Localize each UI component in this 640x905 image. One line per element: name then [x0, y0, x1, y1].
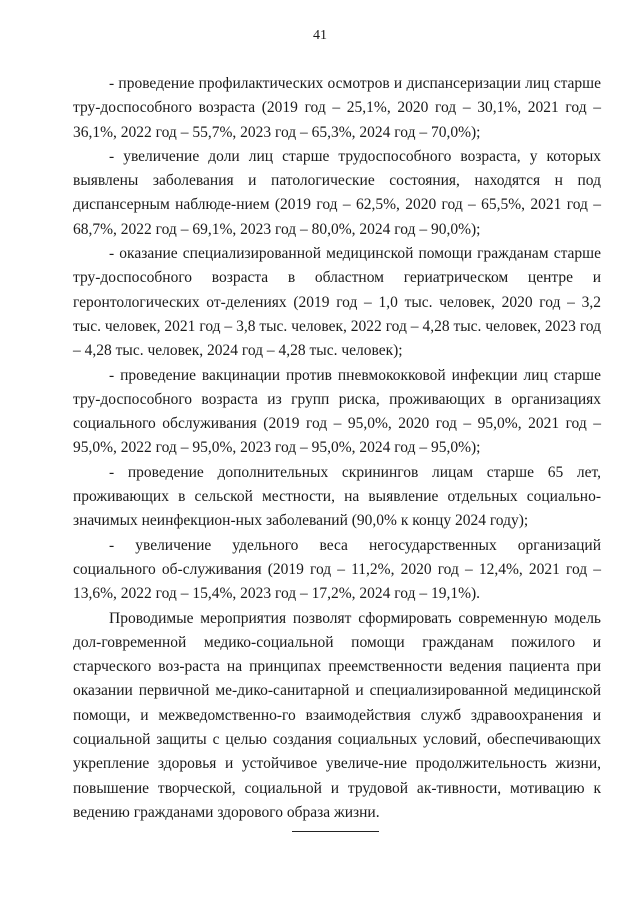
list-item-geriatric-care: - оказание специализированной медицинской помощи гражданам старше тру-доспособного возраста в областном гериатрическом центре и геронтологических от-делениях (2019 год – 1,0 тыс. человек, 2020 год – 3,2 тыс. человек, 2021 год – 3,8 тыс. человек, 2022 год – 4,28 тыс. человек, 2023 год – 4,28 тыс. человек, 2024 год – 4,28 тыс. человек); — [73, 245, 601, 360]
page-number: 41 — [313, 28, 327, 43]
list-item-nongovernmental-organizations: - увеличение удельного веса негосударственных организаций социального об-служивания (2019 год – 11,2%, 2020 год – 12,4%, 2021 год – 13,6%, 2022 год – 15,4%, 2023 год – 17,2%, 2024 год – 19,1%). — [73, 536, 601, 603]
page-body — [73, 72, 601, 825]
list-item-rural-screenings: - проведение дополнительных скринингов лицам старше 65 лет, проживающих в сельской местности, на выявление отдельных социально-значимых неинфекцион-ных заболеваний (90,0% к концу 2024 году); — [73, 463, 601, 530]
list-item-dispensary-observation: - увеличение доли лиц старше трудоспособного возраста, у которых выявлены заболевания и патологические состояния, находятся н под диспансерным наблюде-нием (2019 год – 62,5%, 2020 год – 65,5%, 2021 год – 68,7%, 2022 год – 69,1%, 2023 год – 80,0%, 2024 год – 90,0%); — [73, 147, 601, 238]
list-item-preventive-exams: - проведение профилактических осмотров и диспансеризации лиц старше тру-доспособного возраста (2019 год – 25,1%, 2020 год – 30,1%, 2021 год – 36,1%, 2022 год – 55,7%, 2023 год – 65,3%, 2024 год – 70,0%); — [73, 75, 601, 141]
conclusion-paragraph: Проводимые мероприятия позволят сформировать современную модель дол-говременной медико-социальной помощи гражданам пожилого и старческого воз-раста на принципах преемственности ведения пациента при оказании первичной ме-дико-санитарной и специализированной медицинской помощи, и межведомственно-го взаимодействия служб здравоохранения и социальной защиты с целью создания социальных условий, обеспечивающих укрепление здоровья и устойчивое увеличе-ние продолжительность жизни, повышение творческой, социальной и трудовой ак-тивности, мотивацию к ведению гражданами здорового образа жизни. — [73, 609, 601, 821]
list-item-pneumococcal-vaccination: - проведение вакцинации против пневмококковой инфекции лиц старше тру-доспособного возраста из групп риска, проживающих в организациях социального обслуживания (2019 год – 95,0%, 2020 год – 95,0%, 2021 год – 95,0%, 2022 год – 95,0%, 2023 год – 95,0%, 2024 год – 95,0%); — [73, 366, 601, 457]
closing-rule — [292, 831, 379, 832]
